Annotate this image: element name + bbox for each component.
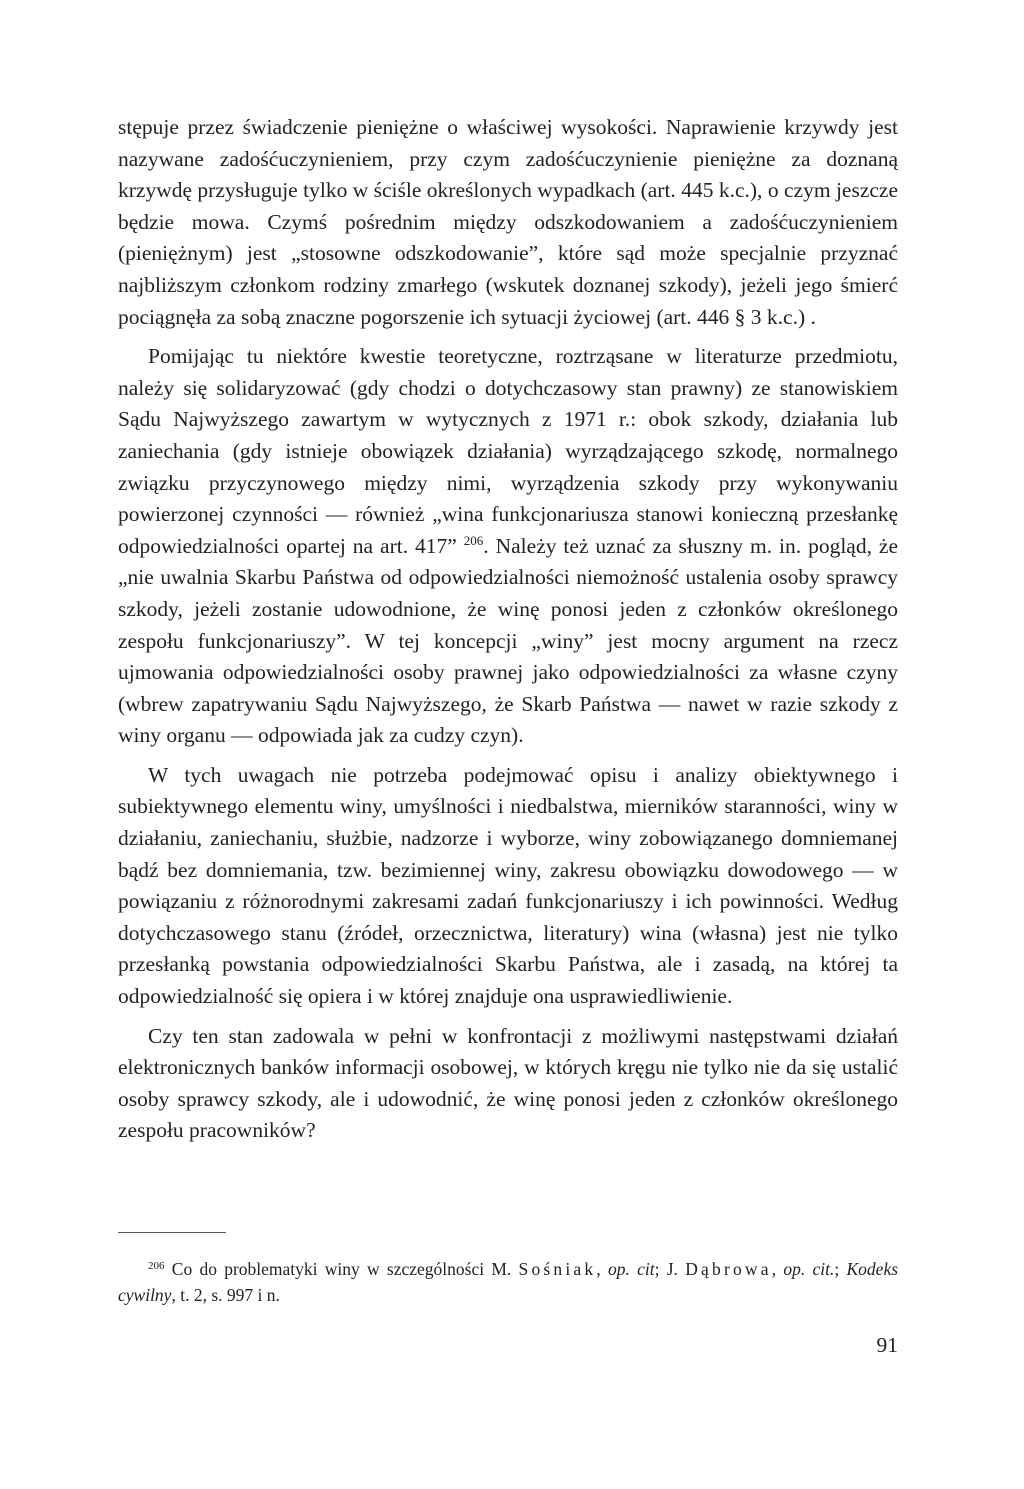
main-text (118, 112, 898, 1147)
footnote-text-6: , t. 2, s. 997 i n. (171, 1285, 280, 1305)
footnote-author-2: Dąbrowa (685, 1259, 772, 1279)
footnote-citation-2: op. cit. (783, 1259, 835, 1279)
footnote-divider (118, 1232, 226, 1233)
footnote-text-1: Co do problematyki winy w szczególności M. (171, 1259, 519, 1279)
footnote-text-2: , (596, 1259, 608, 1279)
footnote-reference[interactable]: 206 (463, 532, 484, 548)
footnote (118, 1256, 898, 1308)
footnote-number: 206 (148, 1260, 165, 1272)
paragraph-2-text-a: Pomijając tu niektóre kwestie teoretyczne, roztrząsane w literaturze przedmiotu, należy się solidaryzować (gdy chodzi o dotychczasowy stan prawny) ze stanowiskiem Sądu Najwyższego zawartym w wytycznych z 1971 r.: obok szkody, działania lub zaniechania (gdy istnieje obowiązek działania) wyrządzającego szkodę, normalnego związku przyczynowego między nimi, wyrządzenia szkody przy wykonywaniu powierzonej czynności — również „wina funkcjonariusza stanowi konieczną przesłankę odpowiedzialności opartej na art. 417” (118, 344, 898, 558)
paragraph-2-text-b: . Należy też uznać za słuszny m. in. pogląd, że „nie uwalnia Skarbu Państwa od odpowiedzialności niemożność ustalenia osoby sprawcy szkody, jeżeli zostanie udowodnione, że winę ponosi jeden z członków określonego zespołu funkcjonariuszy”. W tej koncepcji „winy” jest mocny argument na rzecz ujmowania odpowiedzialności osoby prawnej jako odpowiedzialności za własne czyny (wbrew zapatrywaniu Sądu Najwyższego, że Skarb Państwa — nawet w razie szkody z winy organu — odpowiada jak za cudzy czyn). (118, 533, 898, 748)
paragraph-2 (118, 341, 898, 752)
paragraph-3: W tych uwagach nie potrzeba podejmować opisu i analizy obiektywnego i subiektywnego elementu winy, umyślności i niedbalstwa, mierników staranności, winy w działaniu, zaniechaniu, służbie, nadzorze i wyborze, winy zobowiązanego domniemanej bądź bez domniemania, tzw. bezimiennej winy, zakresu obowiązku dowodowego — w powiązaniu z różnorodnymi zakresami zadań funkcjonariuszy i ich powinności. Według dotychczasowego stanu (źródeł, orzecznictwa, literatury) wina (własna) jest nie tylko przesłanką powstania odpowiedzialności Skarbu Państwa, ale i zasadą, na której ta odpowiedzialność się opiera i w której znajduje ona usprawiedliwienie. (118, 762, 898, 1009)
footnote-citation-3: Kodeks cywilny (118, 1259, 899, 1305)
footnote-text-5: ; (834, 1259, 847, 1279)
page-number: 91 (876, 1333, 898, 1357)
footnote-author-1: Sośniak (518, 1259, 597, 1279)
footnote-text-4: , (771, 1259, 784, 1279)
footnote-citation-1: op. cit (608, 1259, 655, 1279)
paragraph-1: stępuje przez świadczenie pieniężne o właściwej wysokości. Naprawienie krzywdy jest nazywane zadośćuczynieniem, przy czym zadośćuczynienie pieniężne za doznaną krzywdę przysługuje tylko w ściśle określonych wypadkach (art. 445 k.c.), o czym jeszcze będzie mowa. Czymś pośrednim między odszkodowaniem a zadośćuczynieniem (pieniężnym) jest „stosowne odszkodowanie”, które sąd może specjalnie przyznać najbliższym członkom rodziny zmarłego (wskutek doznanej szkody), jeżeli jego śmierć pociągnęła za sobą znaczne pogorszenie ich sytuacji życiowej (art. 446 § 3 k.c.) . (118, 115, 898, 329)
footnote-text-3: ; J. (654, 1259, 686, 1279)
paragraph-4: Czy ten stan zadowala w pełni w konfrontacji z możliwymi następstwami działań elektronicznych banków informacji osobowej, w których kręgu nie tylko nie da się ustalić osoby sprawcy szkody, ale i udowodnić, że winę ponosi jeden z członków określonego zespołu pracowników? (118, 1023, 898, 1143)
